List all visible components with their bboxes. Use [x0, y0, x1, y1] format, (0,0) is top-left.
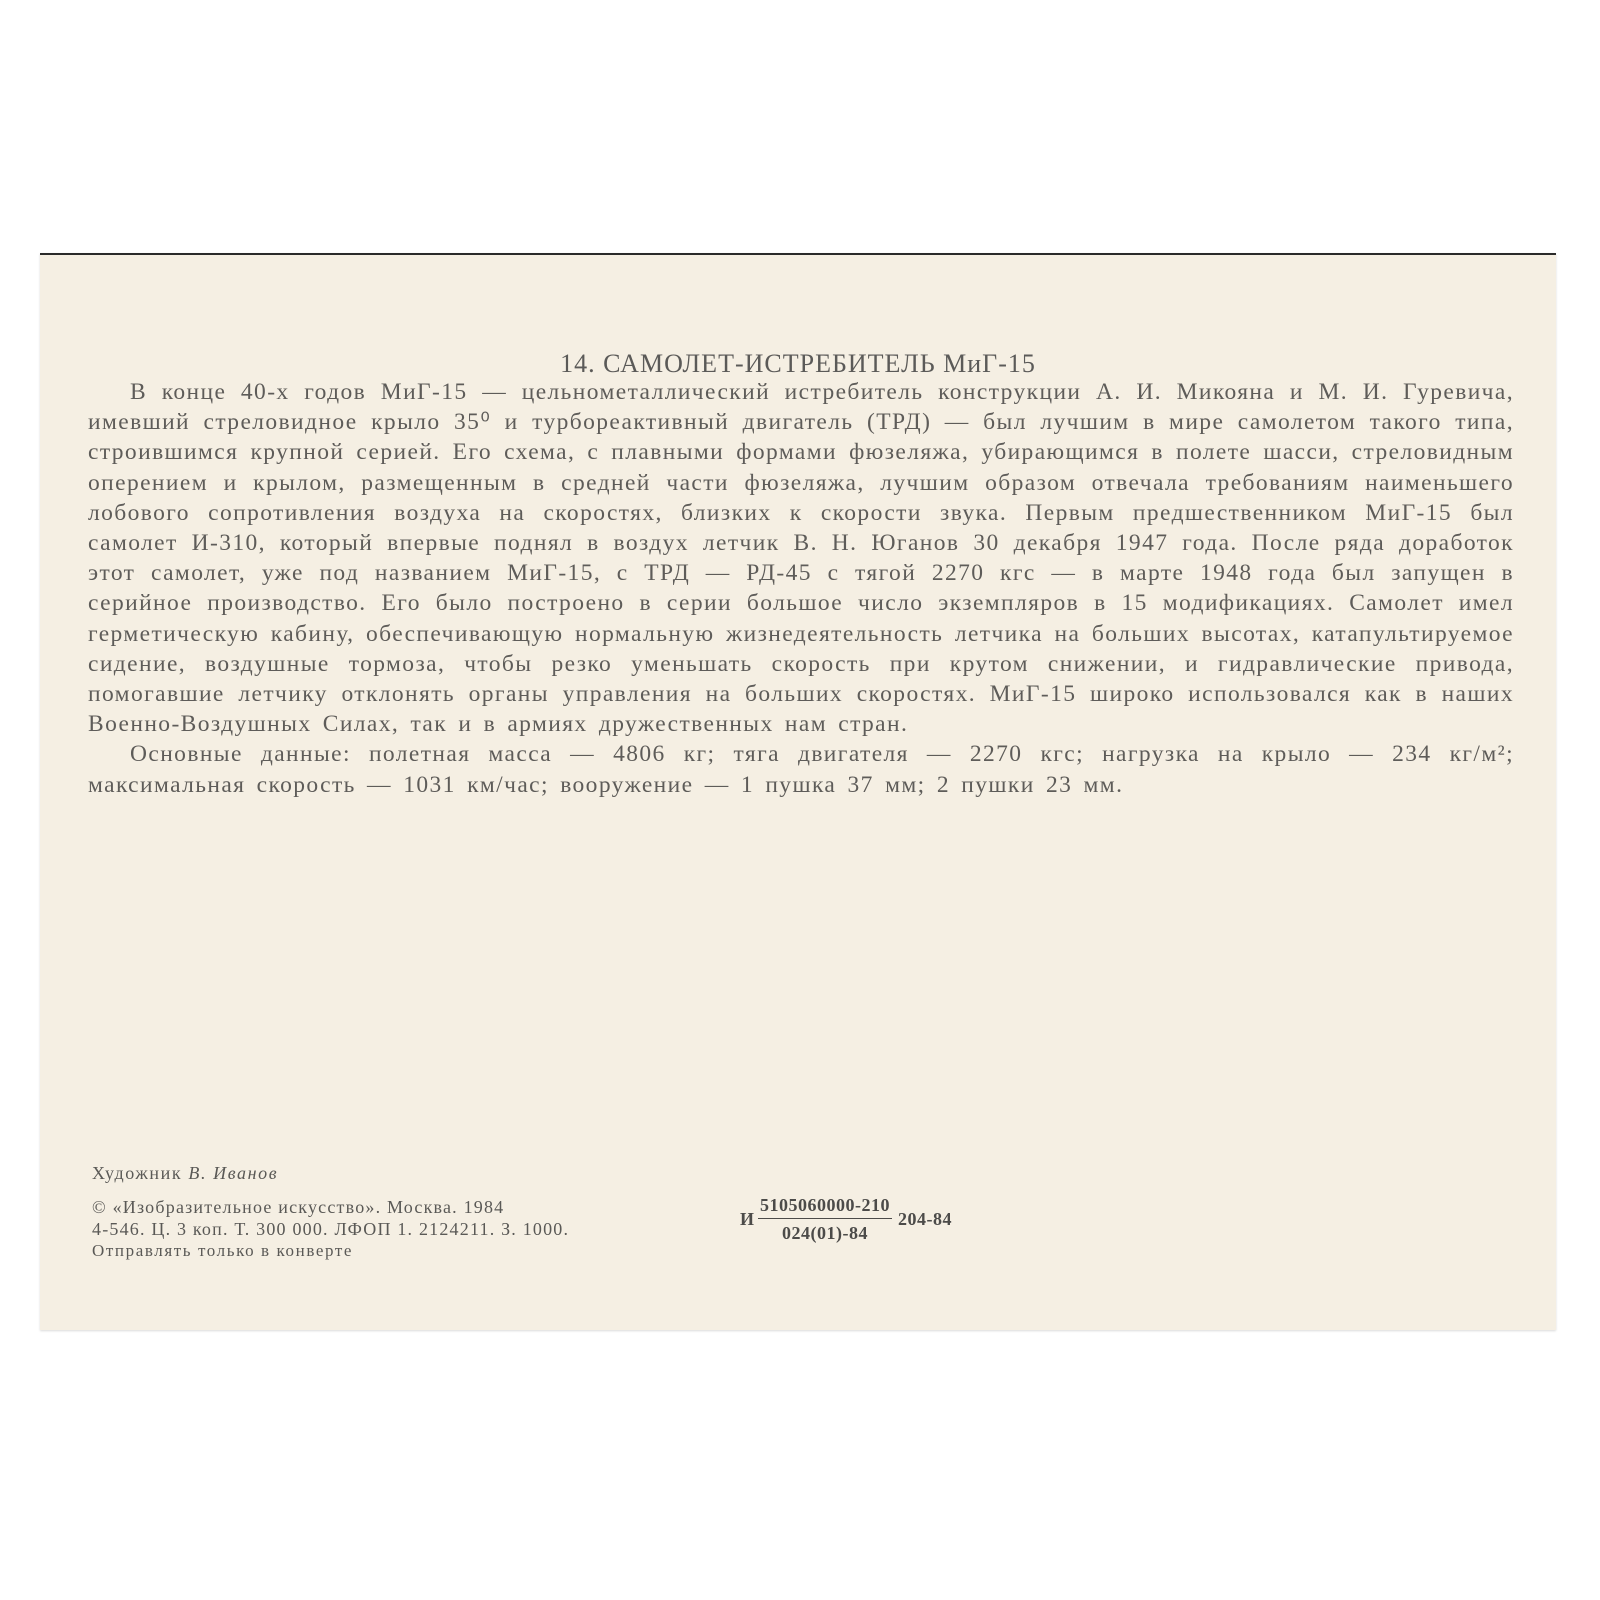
- artist-credit: [92, 1163, 569, 1184]
- card-body: [88, 377, 1514, 800]
- publisher-line: © «Изобразительное искусство». Москва. 1984: [92, 1197, 505, 1217]
- index-code-letter: И: [740, 1209, 755, 1229]
- index-code-fraction: [758, 1195, 892, 1244]
- index-code-numerator: 5105060000-210: [758, 1195, 892, 1219]
- imprint-block: [92, 1163, 569, 1262]
- send-note: Отправлять только в конверте: [92, 1241, 354, 1260]
- index-code-suffix: 204-84: [898, 1209, 953, 1229]
- artist-label: Художник: [92, 1163, 183, 1183]
- description-paragraph: В конце 40-х годов МиГ-15 — цельнометаллический истребитель конструкции А. И. Микояна и М. И. Гуревича, имевший стреловидное крыло 35⁰ и турбореактивный двигатель (ТРД) — был лучшим в мире самолетом такого типа, строившимся крупной серией. Его схема, с плавными формами фюзеляжа, убирающимся в полете шасси, стреловидным оперением и крылом, размещенным в средней части фюзеляжа, лучшим образом отвечала требованиям наименьшего лобового сопротивления воздуха на скоростях, близких к скорости звука. Первым предшественником МиГ-15 был самолет И-310, который впервые поднял в воздух летчик В. Н. Юганов 30 декабря 1947 года. После ряда доработок этот самолет, уже под названием МиГ-15, с ТРД — РД-45 с тягой 2270 кгс — в марте 1948 года был запущен в серийное производство. Его было построено в серии большое число экземпляров в 15 модификациях. Самолет имел герметическую кабину, обеспечивающую нормальную жизнедеятельность летчика на больших высотах, катапультируемое сидение, воздушные тормоза, чтобы резко уменьшать скорость при крутом снижении, и гидравлические привода, помогавшие летчику отклонять органы управления на больших скоростях. МиГ-15 широко использовался как в наших Военно-Воздушных Силах, так и в армиях дружественных нам стран.: [88, 379, 1514, 738]
- index-code-denominator: 024(01)-84: [782, 1223, 868, 1243]
- print-line: 4-546. Ц. 3 коп. Т. 300 000. ЛФОП 1. 2124211. З. 1000.: [92, 1219, 570, 1239]
- card-title: 14. САМОЛЕТ-ИСТРЕБИТЕЛЬ МиГ-15: [560, 349, 1036, 378]
- postcard-back: [40, 253, 1556, 1330]
- artist-name: В. Иванов: [188, 1163, 279, 1183]
- index-code: [740, 1195, 952, 1244]
- specs-paragraph: Основные данные: полетная масса — 4806 кг; тяга двигателя — 2270 кгс; нагрузка на крыло — 234 кг/м²; максимальная скорость — 1031 км/час; вооружение — 1 пушка 37 мм; 2 пушки 23 мм.: [88, 741, 1514, 798]
